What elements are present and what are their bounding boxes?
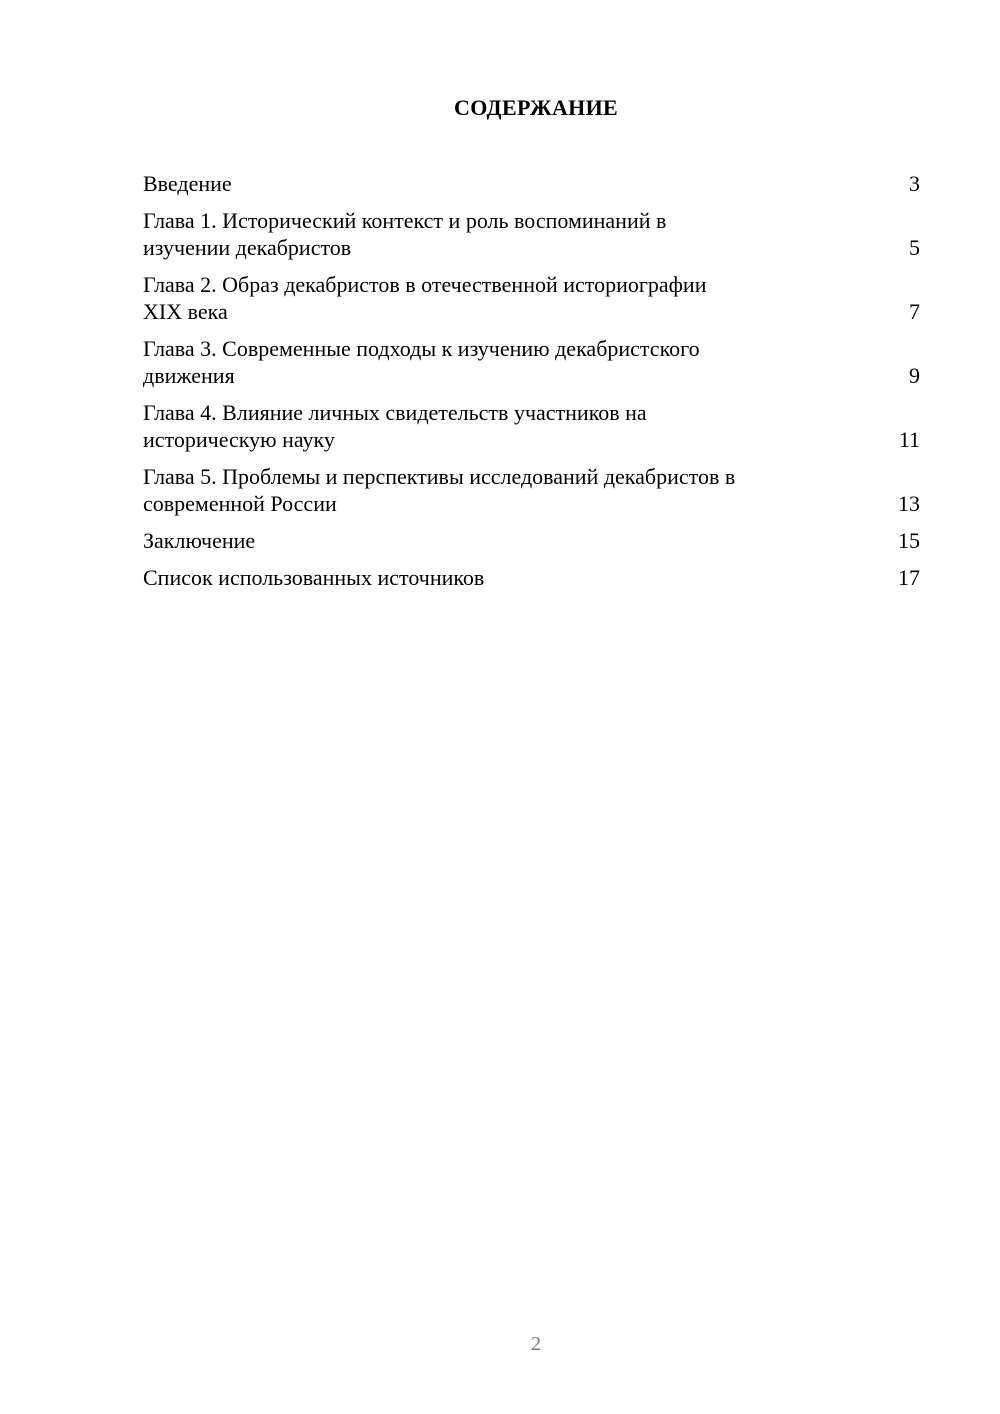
toc-entry-chapter-2	[143, 271, 920, 325]
toc-entry-page: 3	[909, 171, 920, 196]
toc-entry-page: 5	[909, 235, 920, 260]
toc-entry-chapter-3	[143, 335, 920, 389]
toc-entry-introduction	[143, 170, 920, 197]
toc-entry-page: 7	[909, 299, 920, 324]
toc-entry-text: Список использованных источников	[143, 565, 485, 590]
toc-entry-text: Глава 2. Образ декабристов в отечественной историографии XIX века	[143, 272, 707, 324]
toc-entry-chapter-1	[143, 207, 920, 261]
toc-entry-text: Введение	[143, 171, 232, 196]
toc-entry-text: Глава 5. Проблемы и перспективы исследований декабристов в современной России	[143, 464, 736, 516]
toc-entry-text: Глава 4. Влияние личных свидетельств участников на историческую науку	[143, 400, 647, 452]
toc-entry-sources	[143, 564, 920, 591]
toc-entry-chapter-5	[143, 463, 920, 517]
toc-entry-conclusion	[143, 527, 920, 554]
toc-entry-chapter-4	[143, 399, 920, 453]
toc-entry-text: Глава 3. Современные подходы к изучению декабристского движения	[143, 336, 700, 388]
toc-entry-page: 11	[898, 427, 920, 452]
toc-entry-page: 15	[898, 528, 920, 553]
table-of-contents	[143, 170, 920, 601]
toc-entry-page: 9	[909, 363, 920, 388]
toc-entry-page: 17	[898, 565, 920, 590]
toc-entry-text: Глава 1. Исторический контекст и роль воспоминаний в изучении декабристов	[143, 208, 667, 260]
toc-entry-text: Заключение	[143, 528, 256, 553]
page-title: СОДЕРЖАНИЕ	[454, 95, 618, 120]
page-number: 2	[531, 1333, 541, 1355]
toc-entry-page: 13	[898, 491, 920, 516]
